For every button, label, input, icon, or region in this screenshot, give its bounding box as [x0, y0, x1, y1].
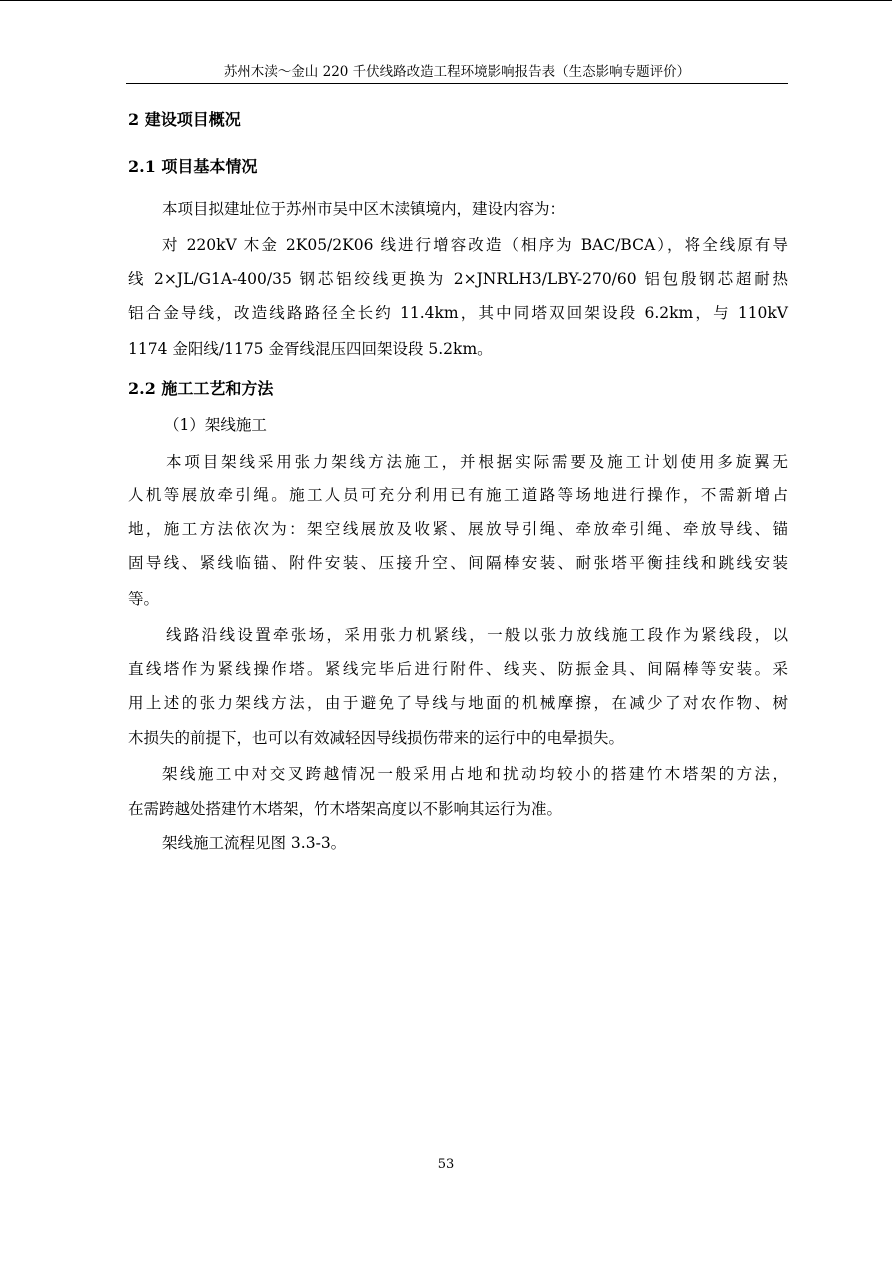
running-header: 苏州木渎～金山 220 千伏线路改造工程环境影响报告表（生态影响专题评价）: [223, 64, 691, 80]
subsection-title-2-2: 2.2 施工工艺和方法: [128, 379, 274, 398]
paragraph-line: 人机等展放牵引绳。施工人员可充分利用已有施工道路等场地进行操作，不需新增占: [128, 486, 788, 504]
paragraph-line: 架线施工流程见图 3.3-3。: [162, 834, 347, 852]
paragraph-line: 对 220kV 木金 2K05/2K06 线进行增容改造（相序为 BAC/BCA），将全线原有导: [162, 236, 788, 254]
paragraph-line: 架线施工中对交叉跨越情况一般采用占地和扰动均较小的搭建竹木塔架的方法，: [162, 765, 788, 783]
paragraph-line: 线路沿线设置牵张场，采用张力机紧线，一般以张力放线施工段作为紧线段，以: [166, 626, 788, 644]
paragraph-line: 本项目架线采用张力架线方法施工，并根据实际需要及施工计划使用多旋翼无: [166, 453, 788, 471]
paragraph-line: 本项目拟建址位于苏州市吴中区木渎镇境内，建设内容为：: [162, 200, 566, 218]
paragraph-line: 在需跨越处搭建竹木塔架，竹木塔架高度以不影响其运行为准。: [128, 800, 563, 818]
page-number: 53: [437, 1157, 455, 1172]
paragraph-line: 用上述的张力架线方法，由于避免了导线与地面的机械摩擦，在减少了对农作物、树: [128, 694, 788, 712]
subsection-title-2-1: 2.1 项目基本情况: [128, 157, 258, 176]
paragraph-line: 直线塔作为紧线操作塔。紧线完毕后进行附件、线夹、防振金具、间隔棒等安装。采: [128, 660, 788, 678]
section-title: 2 建设项目概况: [128, 110, 241, 129]
paragraph-line: 木损失的前提下，也可以有效减轻因导线损伤带来的运行中的电晕损失。: [128, 729, 625, 747]
paragraph-line: 1174 金阳线/1175 金胥线混压四回架设段 5.2km。: [128, 340, 493, 358]
page-top-border: [0, 0, 892, 1]
paragraph-line: 固导线、紧线临锚、附件安装、压接升空、间隔棒安装、耐张塔平衡挂线和跳线安装: [128, 554, 788, 572]
paragraph-line: 线 2×JL/G1A-400/35 钢芯铝绞线更换为 2×JNRLH3/LBY-270/60 铝包殷钢芯超耐热: [128, 270, 788, 288]
header-rule: [126, 83, 788, 84]
list-item-label: （1）架线施工: [164, 416, 267, 434]
paragraph-line: 铝合金导线，改造线路路径全长约 11.4km，其中同塔双回架设段 6.2km，与 110kV: [128, 304, 788, 322]
paragraph-line: 等。: [128, 590, 160, 608]
paragraph-line: 地，施工方法依次为：架空线展放及收紧、展放导引绳、牵放牵引绳、牵放导线、锚: [128, 520, 788, 538]
